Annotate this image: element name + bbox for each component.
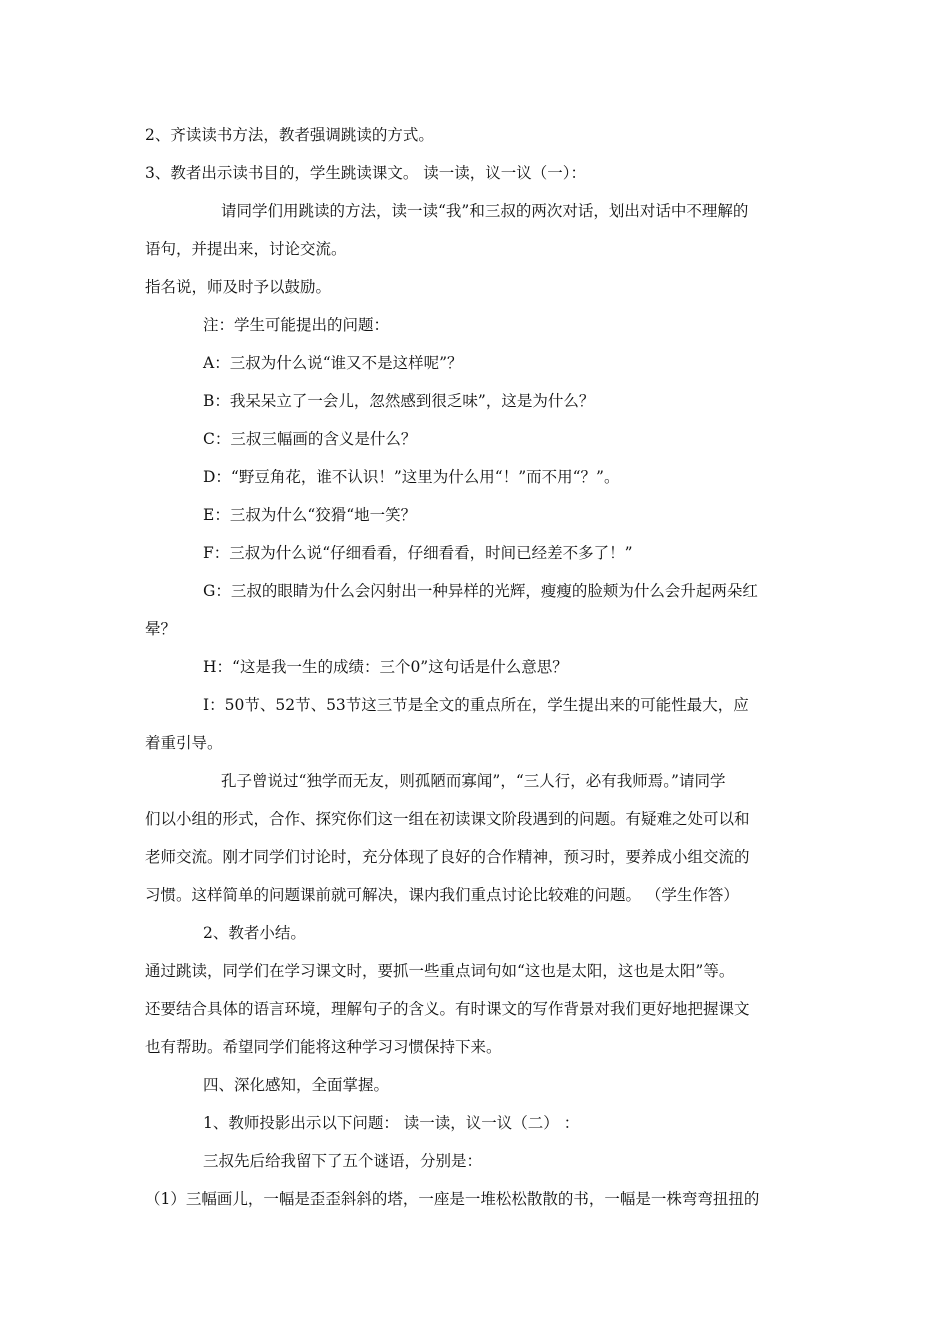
text-line: I：50节、52节、53节这三节是全文的重点所在，学生提出来的可能性最大，应 [203, 696, 749, 714]
text-line: 孔子曾说过“独学而无友，则孤陋而寡闻”，“三人行，必有我师焉。”请同学 [221, 772, 726, 790]
text-line: 老师交流。刚才同学们讨论时，充分体现了良好的合作精神，预习时，要养成小组交流的 [145, 848, 750, 866]
text-line: 四、深化感知，全面掌握。 [203, 1076, 390, 1094]
text-line: 2、教者小结。 [203, 924, 306, 942]
text-line: （1）三幅画儿，一幅是歪歪斜斜的塔，一座是一堆松松散散的书，一幅是一株弯弯扭扭的 [145, 1190, 760, 1208]
text-line: D：“野豆角花，谁不认识！”这里为什么用“！”而不用“？”。 [203, 468, 620, 486]
text-line: 还要结合具体的语言环境，理解句子的含义。有时课文的写作背景对我们更好地把握课文 [145, 1000, 750, 1018]
text-line: 三叔先后给我留下了五个谜语，分别是： [203, 1152, 483, 1170]
text-line: 2、齐读读书方法，教者强调跳读的方式。 [145, 126, 434, 144]
text-line: 着重引导。 [145, 734, 223, 752]
text-line: 请同学们用跳读的方法，读一读“我”和三叔的两次对话，划出对话中不理解的 [221, 202, 749, 220]
text-line: A：三叔为什么说“谁又不是这样呢”？ [203, 354, 463, 372]
text-line: B：我呆呆立了一会儿，忽然感到很乏味”，这是为什么？ [203, 392, 595, 410]
text-line: 通过跳读，同学们在学习课文时，要抓一些重点词句如“这也是太阳，这也是太阳”等。 [145, 962, 735, 980]
text-line: 1、教师投影出示以下问题： 读一读，议一议（二） ： [203, 1114, 580, 1132]
text-line: 3、教者出示读书目的，学生跳读课文。 读一读，议一议（一）： [145, 164, 587, 182]
text-line: H：“这是我一生的成绩：三个0”这句话是什么意思？ [203, 658, 568, 676]
text-line: 晕？ [145, 620, 177, 638]
text-line: F：三叔为什么说“仔细看看，仔细看看，时间已经差不多了！” [203, 544, 633, 562]
text-line: 们以小组的形式，合作、探究你们这一组在初读课文阶段遇到的问题。有疑难之处可以和 [145, 810, 750, 828]
text-line: G：三叔的眼睛为什么会闪射出一种异样的光辉，瘦瘦的脸颊为什么会升起两朵红 [203, 582, 758, 600]
text-line: C：三叔三幅画的含义是什么？ [203, 430, 417, 448]
text-line: 也有帮助。希望同学们能将这种学习习惯保持下来。 [145, 1038, 502, 1056]
text-line: 语句，并提出来，讨论交流。 [145, 240, 347, 258]
text-line: 习惯。这样简单的问题课前就可解决，课内我们重点讨论比较难的问题。 （学生作答） [145, 886, 739, 904]
text-line: 注：学生可能提出的问题： [203, 316, 390, 334]
text-line: 指名说，师及时予以鼓励。 [145, 278, 332, 296]
text-line: E：三叔为什么“狡猾“地一笑？ [203, 506, 417, 524]
